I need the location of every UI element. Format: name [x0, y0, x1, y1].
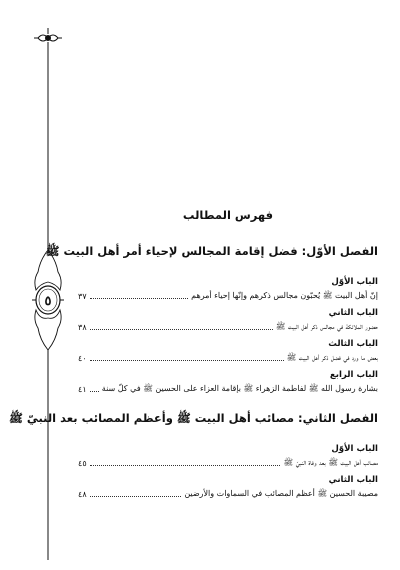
dot-leader — [90, 298, 188, 299]
top-flourish-icon — [34, 28, 62, 48]
page-ornament — [30, 28, 66, 560]
section-title: الباب الثالث — [328, 339, 378, 349]
chapter-title: الفصل الثاني: مصائب أهل البيت ﷺ وأعظم المصائب بعد النبيّ ﷺ — [8, 411, 378, 425]
toc-page-number: ٤٨ — [78, 489, 87, 499]
section-title: الباب الثاني — [328, 308, 378, 318]
toc-page-number: ٤٠ — [78, 353, 87, 363]
toc-entry[interactable] — [78, 457, 378, 469]
dot-leader — [90, 360, 284, 361]
page-number: ٥ — [44, 294, 52, 309]
dot-leader — [90, 391, 99, 392]
section-title: الباب الأوّل — [331, 277, 378, 287]
toc-page-number: ٣٨ — [78, 322, 87, 332]
toc-entry-text: حضور الملائكة في مجالس ذكر أهل البيت ﷺ — [275, 322, 378, 331]
toc-entry-text: بعض ما ورد في فضل ذكر أهل البيت ﷺ — [286, 353, 378, 362]
section-title: الباب الأوّل — [331, 444, 378, 454]
toc-page-number: ٣٧ — [78, 291, 87, 301]
toc-entry[interactable] — [78, 321, 378, 333]
section-title: الباب الثاني — [328, 475, 378, 485]
toc-entry[interactable] — [78, 290, 378, 302]
toc-title: فهرس المطالب — [182, 208, 274, 222]
chapter-title: الفصل الأوّل: فضل إقامة المجالس لإحياء أمر أهل البيت ﷺ — [45, 244, 378, 258]
toc-page-number: ٤٥ — [78, 458, 87, 468]
toc-entry[interactable] — [78, 352, 378, 364]
toc-entry-text: بشارة رسول الله ﷺ لفاطمة الزهراء ﷺ بإقامة العزاء على الحسين ﷺ في كلّ سنة — [101, 384, 378, 393]
toc-entry-text: إنّ أهل البيت ﷺ يُحبّون مجالس ذكرهم وإنّها إحياء أمرهم — [191, 291, 378, 300]
dot-leader — [90, 496, 182, 497]
toc-entry-text: مصيبة الحسين ﷺ أعظم المصائب في السماوات والأرضين — [184, 489, 378, 498]
dot-leader — [90, 465, 281, 466]
toc-page-number: ٤١ — [78, 384, 87, 394]
toc-entry[interactable] — [78, 488, 378, 500]
toc-entry-text: مصائب أهل البيت ﷺ بعد وفاة النبيّ ﷺ — [283, 458, 378, 467]
toc-content — [8, 190, 378, 506]
toc-entry[interactable] — [78, 383, 378, 395]
dot-leader — [90, 329, 273, 330]
section-title: الباب الرابع — [329, 370, 378, 380]
